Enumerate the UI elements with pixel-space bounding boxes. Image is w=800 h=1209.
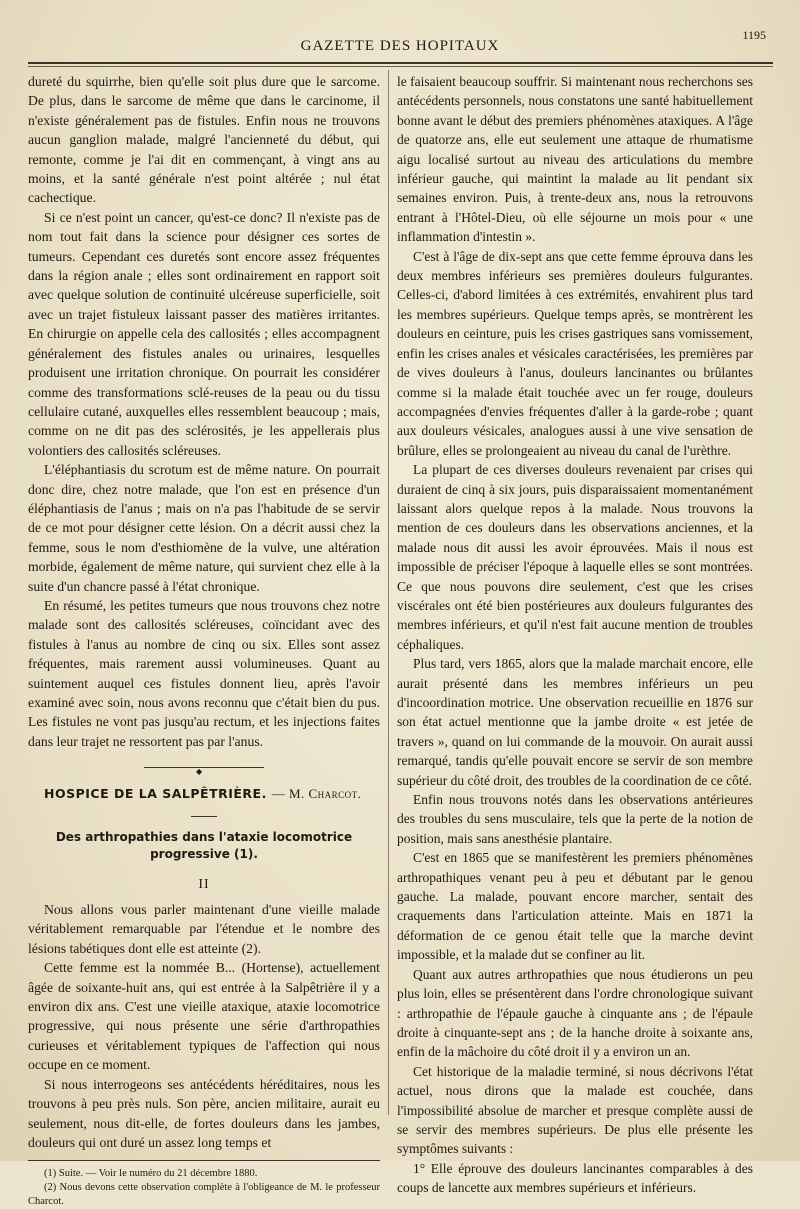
paragraph: le faisaient beaucoup souffrir. Si maintenant nous recherchons ses antécédents personnels, nous constatons une santé habituellement bonne avant le début des premiers phénomènes ataxiques. A l'âge de quatorze ans, elle eut seulement une attaque de rhumatisme aigu localisé surtout au niveau des articulations du membre inférieur gauche, qui maintint la malade au lit pendant six semaines environ. Puis, à trente-deux ans, nous la retrouvons entrant à l'Hôtel-Dieu, où elle séjourne un mois pour « une inflammation d'intestin ». — [397, 74, 753, 245]
paragraph: L'éléphantiasis du scrotum est de même nature. On pourrait donc dire, chez notre malade, que l'on est en présence d'un éléphantiasis de l'anus ; mais on n'a pas l'habitude de se servir de ce mot pour désigner cette lésion. On a décrit aussi chez la femme, sous le nom d'esthiomène de la vulve, une altération morbide, également de même nature, qui survient chez elle à la suite d'un chancre passé à l'état chronique. — [28, 462, 380, 594]
right-column — [397, 72, 753, 1198]
footnote: (2) Nous devons cette observation complète à l'obligeance de M. le professeur Charcot. — [28, 1182, 380, 1208]
header-rule-thin — [28, 66, 773, 67]
paragraph: Quant aux autres arthropathies que nous étudierons un peu plus loin, elles se présentèrent dans l'ordre chronologique suivant : arthropathie de l'épaule gauche à cinquante ans ; de l'épaule droite à cinquante-sept ans ; de la hanche droite à soixante ans, enfin de la mâchoire du côté droit il y a environ un an. — [397, 966, 753, 1060]
paragraph: Plus tard, vers 1865, alors que la malade marchait encore, elle aurait présenté dans les membres inférieurs un peu d'incoordination motrice. Une observation recueillie en 1876 sur son état actuel mentionne que la jambe droite « est jetée de travers », quand on lui commande de la mouvoir. On aurait aussi remarqué, tandis qu'elle pouvait encore se servir de son membre supérieur du côté droit, des troubles de la coordination de ce côté. — [397, 656, 753, 788]
section-heading — [28, 784, 380, 803]
column-divider — [388, 70, 389, 1115]
paragraph: Enfin nous trouvons notés dans les observations antérieures des troubles du sens musculaire, tels que la perte de la notion de position, mais sans anesthésie plantaire. — [397, 792, 753, 846]
footnote: (1) Suite. — Voir le numéro du 21 décembre 1880. — [44, 1168, 258, 1180]
article-title: Des arthropathies dans l'ataxie locomotrice progressive (1). — [55, 829, 353, 861]
paragraph: Cette femme est la nommée B... (Hortense), actuellement âgée de soixante-huit ans, qui est entrée à la Salpêtrière il y a environ dix ans. C'est une vieille ataxique, ataxie locomotrice progressive, qui nous présente une série d'arthropathies curieuses et véritablement typiques de l'affection qui nous occupe en ce moment. — [28, 960, 380, 1073]
paragraph: C'est à l'âge de dix-sept ans que cette femme éprouva dans les deux membres inférieurs ses premières douleurs fulgurantes. Celles-ci, d'abord limitées à ces extrémités, envahirent plus tard les membres supérieurs. Quelque temps après, se montrèrent les douleurs en ceinture, puis les crises gastriques sans vomissement, enfin les crises anales et vésicales caractérisées, les premières par de vives douleurs à l'anus, douleurs lancinantes ou brûlantes comme si la malade était touchée avec un fer rouge, douleurs accompagnées d'envies fréquentes d'aller à la garde-robe ; quant aux douleurs vésicales, analogues aussi à une vive sensation de brûlure, elles se prolongeaient au niveau du canal de l'urèthre. — [397, 248, 753, 458]
title-dash — [191, 816, 217, 817]
paragraph: dureté du squirrhe, bien qu'elle soit plus dure que le sarcome. De plus, dans le sarcome de même que dans le carcinome, il n'existe généralement pas de fistules. Enfin nous ne trouvons aucun ganglion malade, malgré l'ancienneté du début, qui remonte, comme je l'ai dit en commençant, à vingt ans au moins, et la santé générale n'est point altérée ; nul état cachectique. — [28, 74, 380, 206]
hospital-name: HOSPICE DE LA SALPÊTRIÈRE. — [44, 786, 267, 802]
paragraph: Si nous interrogeons ses antécédents héréditaires, nous les trouvons à peu près nuls. Son père, ancien militaire, aurait eu seulement, nous dit-elle, de fortes douleurs dans les jambes, douleurs qui ont duré un assez long temps et — [28, 1076, 380, 1150]
part-number: II — [198, 876, 210, 892]
header-rule — [28, 62, 773, 64]
section-separator — [144, 767, 264, 777]
journal-title: GAZETTE DES HOPITAUX — [300, 38, 500, 54]
paragraph: En résumé, les petites tumeurs que nous trouvons chez notre malade sont des callosités scléreuses, coïncidant avec des fistules à l'anus au nombre de cinq ou six. Elles sont assez fréquentes, mais rarement aussi volumineuses. Quant au suintement auquel ces fistules donnent lieu, après l'avoir examiné avec soin, nous avons reconnu que c'était bien du pus. Les fistules ne vont pas jusqu'au rectum, et les injections faites dans leur trajet ne ressortent pas par l'anus. — [28, 597, 380, 749]
page-header — [24, 28, 776, 60]
page-number: 1195 — [742, 28, 766, 42]
paragraph: Si ce n'est point un cancer, qu'est-ce donc? Il n'existe pas de nom tout fait dans la science pour désigner ces sortes de tumeurs. Cependant ces duretés sont encore assez fréquentes dans la région anale ; elles sont ordinairement en rapport soit avec quelque solution de continuité ulcéreuse superficielle, soit avec un trajet fistuleux laissant passer des matières irritantes. En chirurgie on appelle cela des callosités ; elles accompagnent généralement des fistules anales ou urinaires, lesquelles produisent une irritation chronique. On pourrait les considérer comme des transformations sclé-reuses de la peau ou du tissu cellulaire cutané, auxquelles elles ressemblent beaucoup ; mais, comme on ne dit pas des sclérosités, je les appellerais plus volontiers des callosités scléreuses. — [28, 209, 380, 458]
paragraph: La plupart de ces diverses douleurs revenaient par crises qui duraient de cinq à six jours, puis disparaissaient momentanément laissant alors quelque repos à la malade. Nous trouvons la mention de ces douleurs dans les observations anciennes, et la malade nous dit aussi les avoir éprouvées. Mais il nous est impossible de préciser l'époque à laquelle elles se sont montrées. Ce que nous pouvons dire seulement, c'est que les crises viscérales ont été bien postérieures aux douleurs fulgurantes des membres inférieurs, et qu'il n'est fait aucune mention de troubles céphaliques. — [397, 462, 753, 652]
paragraph: 1° Elle éprouve des douleurs lancinantes comparables à des coups de lancette aux membres supérieurs et inférieurs. — [397, 1160, 753, 1196]
section-author: — M. Charcot. — [271, 786, 362, 802]
paragraph: Nous allons vous parler maintenant d'une vieille malade véritablement remarquable par l'étendue et le nombre des lésions tabétiques dont elle est atteinte (2). — [28, 902, 380, 956]
left-column — [28, 72, 380, 1209]
diamond-ornament-icon: ◆ — [196, 767, 203, 777]
paragraph: C'est en 1865 que se manifestèrent les premiers phénomènes arthropathiques venant peu à peu et débutant par le genou gauche. La malade, pouvant encore marcher, sentait des craquements dans l'articulation atteinte. Mais en 1871 la déformation de ce genou était telle que la marche devint impossible, et la malade dut se confiner au lit. — [397, 850, 753, 963]
paragraph: Cet historique de la maladie terminé, si nous décrivons l'état actuel, nous dirons que la malade est couchée, dans l'impossibilité absolue de marcher et presque complète aussi de se servir des membres supérieurs. De plus elle présente les symptômes suivants : — [397, 1063, 753, 1157]
